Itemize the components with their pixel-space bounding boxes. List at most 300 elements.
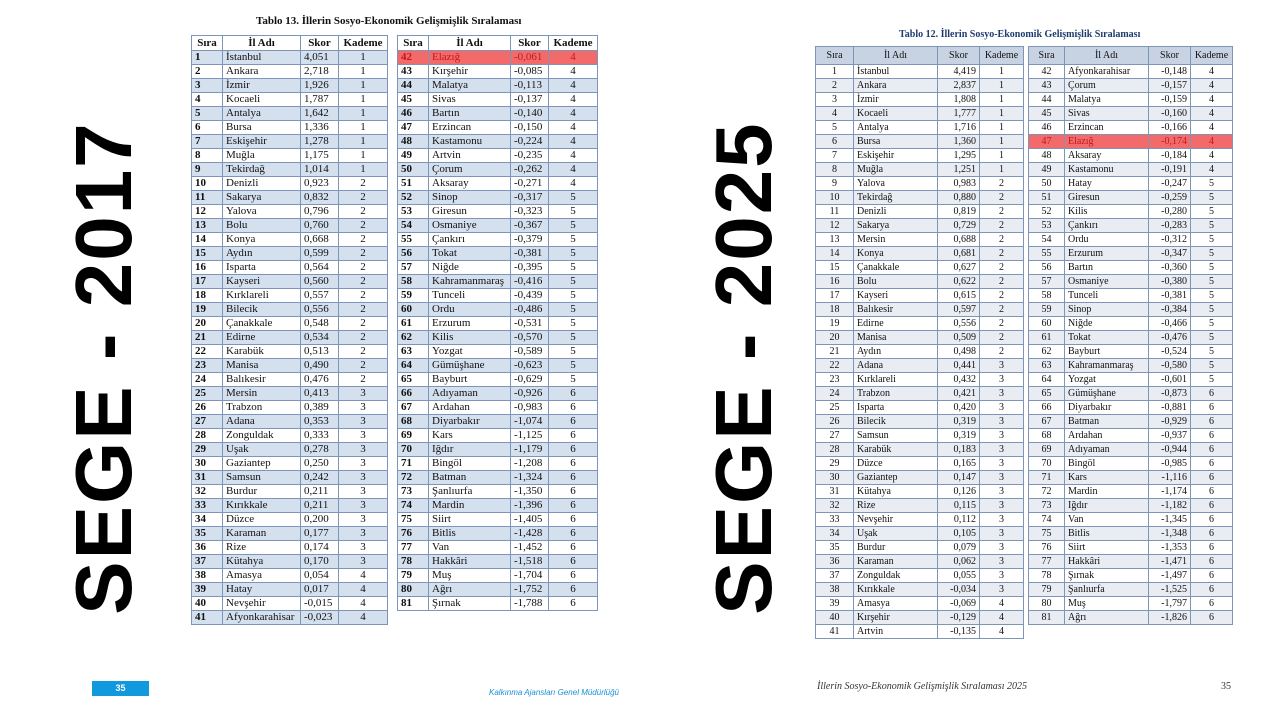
score-cell: 0,556: [301, 303, 339, 317]
tier-cell: 3: [980, 541, 1024, 555]
tier-cell: 6: [1191, 457, 1233, 471]
rank-cell: 71: [1029, 471, 1065, 485]
province-cell: Kocaeli: [223, 93, 301, 107]
province-cell: Mersin: [223, 387, 301, 401]
rank-cell: 12: [816, 219, 854, 233]
score-cell: -0,623: [511, 359, 549, 373]
table-row: [816, 121, 1024, 135]
tier-cell: 5: [1191, 373, 1233, 387]
province-cell: Tekirdağ: [223, 163, 301, 177]
rank-cell: 65: [1029, 387, 1065, 401]
rank-cell: 77: [1029, 555, 1065, 569]
tier-cell: 3: [339, 513, 388, 527]
score-cell: -0,570: [511, 331, 549, 345]
score-cell: 1,014: [301, 163, 339, 177]
rank-cell: 1: [816, 65, 854, 79]
score-cell: -0,881: [1149, 401, 1191, 415]
table-row: [816, 555, 1024, 569]
tier-cell: 6: [1191, 485, 1233, 499]
tier-cell: 6: [549, 471, 598, 485]
tier-cell: 3: [980, 499, 1024, 513]
score-cell: -0,983: [511, 401, 549, 415]
province-cell: Konya: [223, 233, 301, 247]
table-row: [1029, 317, 1233, 331]
rank-cell: 26: [816, 415, 854, 429]
tier-cell: 3: [339, 499, 388, 513]
province-cell: Amasya: [223, 569, 301, 583]
province-cell: Van: [1065, 513, 1149, 527]
rank-cell: 77: [398, 541, 429, 555]
table-row: [192, 527, 388, 541]
score-cell: 0,211: [301, 485, 339, 499]
tier-cell: 6: [549, 401, 598, 415]
province-cell: Kütahya: [854, 485, 938, 499]
province-cell: Erzurum: [429, 317, 511, 331]
table-row: [816, 317, 1024, 331]
province-cell: Bursa: [854, 135, 938, 149]
score-cell: 4,419: [938, 65, 980, 79]
table-row: [816, 219, 1024, 233]
table-row: [398, 191, 598, 205]
score-cell: 0,250: [301, 457, 339, 471]
table-row: [398, 149, 598, 163]
tier-cell: 6: [1191, 401, 1233, 415]
rank-cell: 36: [192, 541, 223, 555]
table-row: [192, 233, 388, 247]
tier-cell: 5: [549, 373, 598, 387]
tier-cell: 4: [1191, 121, 1233, 135]
province-cell: Mardin: [1065, 485, 1149, 499]
tier-cell: 4: [339, 611, 388, 625]
score-cell: -0,926: [511, 387, 549, 401]
tier-cell: 3: [980, 527, 1024, 541]
rank-cell: 74: [398, 499, 429, 513]
province-cell: Çanakkale: [223, 317, 301, 331]
rank-cell: 38: [816, 583, 854, 597]
score-cell: -0,380: [1149, 275, 1191, 289]
tier-cell: 4: [549, 93, 598, 107]
rank-cell: 53: [1029, 219, 1065, 233]
table-row: [192, 443, 388, 457]
province-cell: Adana: [854, 359, 938, 373]
score-cell: 0,760: [301, 219, 339, 233]
tier-cell: 4: [549, 107, 598, 121]
rank-cell: 37: [816, 569, 854, 583]
province-cell: Antalya: [223, 107, 301, 121]
score-cell: -0,580: [1149, 359, 1191, 373]
score-cell: -0,150: [511, 121, 549, 135]
tier-cell: 2: [339, 177, 388, 191]
col-header-score: Skor: [511, 36, 549, 51]
tier-cell: 1: [339, 135, 388, 149]
province-cell: Bolu: [854, 275, 938, 289]
province-cell: Trabzon: [223, 401, 301, 415]
rank-cell: 56: [1029, 261, 1065, 275]
rank-cell: 8: [192, 149, 223, 163]
table-row: [1029, 527, 1233, 541]
province-cell: Osmaniye: [1065, 275, 1149, 289]
rank-cell: 48: [398, 135, 429, 149]
table-row: [816, 191, 1024, 205]
rank-cell: 29: [192, 443, 223, 457]
table-row: [816, 93, 1024, 107]
table-row: [1029, 331, 1233, 345]
table-row: [1029, 429, 1233, 443]
rank-cell: 14: [816, 247, 854, 261]
province-cell: Isparta: [854, 401, 938, 415]
score-cell: 1,926: [301, 79, 339, 93]
province-cell: Denizli: [223, 177, 301, 191]
table-row: [192, 513, 388, 527]
tier-cell: 3: [339, 457, 388, 471]
table-row: [816, 457, 1024, 471]
tier-cell: 2: [980, 191, 1024, 205]
score-cell: -1,348: [1149, 527, 1191, 541]
score-cell: 0,556: [938, 317, 980, 331]
rank-cell: 67: [398, 401, 429, 415]
tier-cell: 4: [1191, 135, 1233, 149]
col-header-rank: Sıra: [1029, 47, 1065, 65]
tier-cell: 3: [980, 471, 1024, 485]
tier-cell: 5: [549, 247, 598, 261]
province-cell: Ankara: [854, 79, 938, 93]
rank-cell: 72: [398, 471, 429, 485]
province-cell: Çorum: [429, 163, 511, 177]
province-cell: Kırklareli: [223, 289, 301, 303]
score-cell: 0,353: [301, 415, 339, 429]
province-cell: Gümüşhane: [1065, 387, 1149, 401]
score-cell: 1,360: [938, 135, 980, 149]
rank-cell: 58: [398, 275, 429, 289]
tier-cell: 3: [339, 415, 388, 429]
rank-cell: 46: [398, 107, 429, 121]
table-row: [816, 583, 1024, 597]
score-cell: 0,796: [301, 205, 339, 219]
province-cell: Şanlıurfa: [429, 485, 511, 499]
col-header-score: Skor: [1149, 47, 1191, 65]
score-cell: 0,174: [301, 541, 339, 555]
table-row: [192, 247, 388, 261]
col-header-rank: Sıra: [192, 36, 223, 51]
province-cell: Hatay: [1065, 177, 1149, 191]
province-cell: Ardahan: [429, 401, 511, 415]
province-cell: Düzce: [854, 457, 938, 471]
table-row: [192, 499, 388, 513]
table-row: [192, 261, 388, 275]
tier-cell: 1: [980, 121, 1024, 135]
score-cell: 0,079: [938, 541, 980, 555]
rank-cell: 68: [1029, 429, 1065, 443]
rank-cell: 14: [192, 233, 223, 247]
rank-cell: 35: [192, 527, 223, 541]
rank-cell: 30: [192, 457, 223, 471]
score-cell: 0,319: [938, 415, 980, 429]
tier-cell: 4: [549, 135, 598, 149]
table-row: [1029, 93, 1233, 107]
table-row: [192, 345, 388, 359]
tier-cell: 1: [980, 65, 1024, 79]
table-row: [1029, 611, 1233, 625]
rank-cell: 29: [816, 457, 854, 471]
province-cell: Balıkesir: [854, 303, 938, 317]
rank-cell: 9: [816, 177, 854, 191]
province-cell: Kırıkkale: [223, 499, 301, 513]
tier-cell: 3: [980, 555, 1024, 569]
rank-cell: 8: [816, 163, 854, 177]
tier-cell: 6: [1191, 471, 1233, 485]
province-cell: Artvin: [429, 149, 511, 163]
right-table-title: Tablo 12. İllerin Sosyo-Ekonomik Gelişmişlik Sıralaması: [899, 29, 1141, 40]
score-cell: 0,832: [301, 191, 339, 205]
province-cell: Samsun: [854, 429, 938, 443]
table-row: [1029, 163, 1233, 177]
tier-cell: 5: [1191, 275, 1233, 289]
province-cell: İzmir: [854, 93, 938, 107]
rank-cell: 18: [192, 289, 223, 303]
province-cell: Malatya: [429, 79, 511, 93]
province-cell: Burdur: [223, 485, 301, 499]
province-cell: Kastamonu: [1065, 163, 1149, 177]
score-cell: 0,211: [301, 499, 339, 513]
province-cell: Şırnak: [1065, 569, 1149, 583]
rank-cell: 20: [192, 317, 223, 331]
table-row: [816, 541, 1024, 555]
score-cell: 0,688: [938, 233, 980, 247]
col-header-province: İl Adı: [429, 36, 511, 51]
province-cell: Kırşehir: [854, 611, 938, 625]
rank-cell: 59: [398, 289, 429, 303]
score-cell: 0,062: [938, 555, 980, 569]
table-row: [398, 79, 598, 93]
tier-cell: 1: [339, 149, 388, 163]
table-row: [816, 429, 1024, 443]
province-cell: Afyonkarahisar: [1065, 65, 1149, 79]
table-row: [398, 317, 598, 331]
table-row: [398, 597, 598, 611]
col-header-tier: Kademe: [980, 47, 1024, 65]
province-cell: Çorum: [1065, 79, 1149, 93]
table-row: [192, 359, 388, 373]
province-cell: Aksaray: [1065, 149, 1149, 163]
tier-cell: 6: [549, 583, 598, 597]
rank-cell: 62: [398, 331, 429, 345]
tier-cell: 5: [1191, 261, 1233, 275]
table-row: [398, 527, 598, 541]
province-cell: Eskişehir: [223, 135, 301, 149]
province-cell: Çankırı: [1065, 219, 1149, 233]
score-cell: -1,174: [1149, 485, 1191, 499]
tier-cell: 4: [1191, 149, 1233, 163]
table-row: [192, 387, 388, 401]
tier-cell: 5: [549, 191, 598, 205]
table-row: [398, 261, 598, 275]
rank-cell: 42: [398, 51, 429, 65]
score-cell: 1,175: [301, 149, 339, 163]
rank-cell: 3: [816, 93, 854, 107]
rank-cell: 60: [1029, 317, 1065, 331]
score-cell: -0,601: [1149, 373, 1191, 387]
tier-cell: 1: [339, 51, 388, 65]
table-row: [398, 485, 598, 499]
col-header-rank: Sıra: [398, 36, 429, 51]
score-cell: 0,498: [938, 345, 980, 359]
table-row: [1029, 79, 1233, 93]
col-header-province: İl Adı: [1065, 47, 1149, 65]
table-row: [192, 135, 388, 149]
score-cell: -0,069: [938, 597, 980, 611]
tier-cell: 5: [1191, 289, 1233, 303]
tier-cell: 6: [1191, 415, 1233, 429]
province-cell: Yalova: [223, 205, 301, 219]
province-cell: Muğla: [854, 163, 938, 177]
tier-cell: 2: [980, 205, 1024, 219]
score-cell: 1,295: [938, 149, 980, 163]
province-cell: Kars: [429, 429, 511, 443]
score-cell: 0,165: [938, 457, 980, 471]
score-cell: 0,923: [301, 177, 339, 191]
right-table-part2: [1028, 46, 1233, 625]
rank-cell: 47: [1029, 135, 1065, 149]
province-cell: Tunceli: [429, 289, 511, 303]
province-cell: Bayburt: [1065, 345, 1149, 359]
table-row: [192, 79, 388, 93]
tier-cell: 6: [1191, 527, 1233, 541]
score-cell: -0,140: [511, 107, 549, 121]
rank-cell: 65: [398, 373, 429, 387]
score-cell: -0,166: [1149, 121, 1191, 135]
score-cell: 0,054: [301, 569, 339, 583]
score-cell: 0,627: [938, 261, 980, 275]
table-row: [192, 149, 388, 163]
tier-cell: 5: [549, 219, 598, 233]
table-row: [816, 247, 1024, 261]
tier-cell: 1: [980, 79, 1024, 93]
score-cell: -0,137: [511, 93, 549, 107]
province-cell: Uşak: [223, 443, 301, 457]
province-cell: Karaman: [223, 527, 301, 541]
col-header-province: İl Adı: [854, 47, 938, 65]
province-cell: Bingöl: [1065, 457, 1149, 471]
province-cell: Bitlis: [1065, 527, 1149, 541]
table-row: [1029, 541, 1233, 555]
table-row: [816, 359, 1024, 373]
rank-cell: 5: [192, 107, 223, 121]
score-cell: 0,319: [938, 429, 980, 443]
province-cell: Kırşehir: [429, 65, 511, 79]
table-row: [398, 121, 598, 135]
tier-cell: 6: [549, 569, 598, 583]
rank-cell: 36: [816, 555, 854, 569]
rank-cell: 70: [1029, 457, 1065, 471]
rank-cell: 40: [816, 611, 854, 625]
province-cell: Van: [429, 541, 511, 555]
tier-cell: 2: [339, 303, 388, 317]
rank-cell: 73: [1029, 499, 1065, 513]
province-cell: Erzincan: [1065, 121, 1149, 135]
tier-cell: 2: [339, 275, 388, 289]
tier-cell: 3: [980, 401, 1024, 415]
score-cell: 0,509: [938, 331, 980, 345]
rank-cell: 7: [816, 149, 854, 163]
table-row: [398, 583, 598, 597]
tier-cell: 3: [980, 373, 1024, 387]
province-cell: Kocaeli: [854, 107, 938, 121]
score-cell: 0,513: [301, 345, 339, 359]
rank-cell: 52: [398, 191, 429, 205]
tier-cell: 5: [1191, 345, 1233, 359]
tier-cell: 5: [549, 359, 598, 373]
table-row: [398, 387, 598, 401]
tier-cell: 5: [549, 303, 598, 317]
tier-cell: 6: [1191, 443, 1233, 457]
score-cell: 0,105: [938, 527, 980, 541]
score-cell: -0,367: [511, 219, 549, 233]
score-cell: -0,129: [938, 611, 980, 625]
tier-cell: 2: [980, 345, 1024, 359]
table-row: [398, 331, 598, 345]
province-cell: Zonguldak: [223, 429, 301, 443]
tier-cell: 4: [1191, 163, 1233, 177]
left-table-title: Tablo 13. İllerin Sosyo-Ekonomik Gelişmişlik Sıralaması: [256, 15, 522, 27]
table-row: [192, 163, 388, 177]
province-cell: Adıyaman: [429, 387, 511, 401]
table-row: [192, 583, 388, 597]
tier-cell: 1: [339, 121, 388, 135]
score-cell: -0,381: [511, 247, 549, 261]
table-row: [398, 359, 598, 373]
rank-cell: 55: [1029, 247, 1065, 261]
table-row: [816, 177, 1024, 191]
table-row: [398, 107, 598, 121]
table-row: [1029, 499, 1233, 513]
score-cell: 1,251: [938, 163, 980, 177]
rank-cell: 47: [398, 121, 429, 135]
province-cell: Sivas: [1065, 107, 1149, 121]
table-row: [1029, 205, 1233, 219]
tier-cell: 2: [339, 359, 388, 373]
province-cell: Ağrı: [1065, 611, 1149, 625]
province-cell: Kayseri: [854, 289, 938, 303]
province-cell: Batman: [429, 471, 511, 485]
score-cell: -0,259: [1149, 191, 1191, 205]
score-cell: -1,452: [511, 541, 549, 555]
rank-cell: 80: [398, 583, 429, 597]
left-footer: Kalkınma Ajansları Genel Müdürlüğü: [489, 688, 619, 697]
table-row: [816, 485, 1024, 499]
province-cell: Sinop: [429, 191, 511, 205]
province-cell: Tokat: [1065, 331, 1149, 345]
table-row: [398, 555, 598, 569]
province-cell: Ankara: [223, 65, 301, 79]
tier-cell: 4: [980, 625, 1024, 639]
tier-cell: 5: [1191, 191, 1233, 205]
table-row: [398, 401, 598, 415]
tier-cell: 2: [980, 219, 1024, 233]
table-row: [192, 485, 388, 499]
tier-cell: 4: [549, 65, 598, 79]
table-row: [398, 457, 598, 471]
score-cell: -0,191: [1149, 163, 1191, 177]
score-cell: -0,985: [1149, 457, 1191, 471]
score-cell: -0,360: [1149, 261, 1191, 275]
province-cell: Edirne: [223, 331, 301, 345]
left-page-number: 35: [92, 681, 149, 696]
table-row: [398, 163, 598, 177]
score-cell: 0,147: [938, 471, 980, 485]
table-row: [1029, 149, 1233, 163]
province-cell: Nevşehir: [223, 597, 301, 611]
province-cell: Çankırı: [429, 233, 511, 247]
